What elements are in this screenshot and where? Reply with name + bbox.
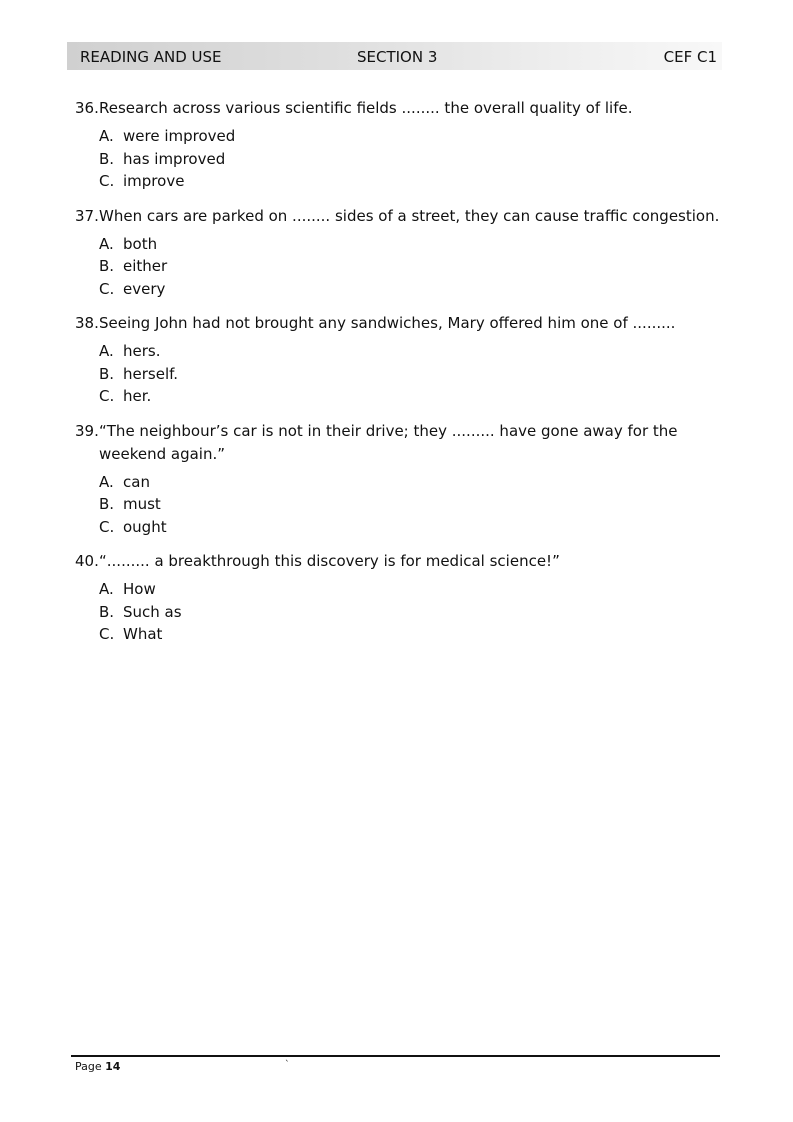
option-b (99, 148, 725, 171)
question-text: Seeing John had not brought any sandwiches, Mary offered him one of ......... (99, 314, 676, 332)
footer-divider (71, 1055, 720, 1057)
question-40 (75, 550, 725, 646)
option-text: has improved (123, 149, 226, 168)
option-text: her. (123, 387, 152, 405)
option-b (99, 255, 725, 278)
answer-options (75, 340, 725, 408)
question-37 (75, 205, 725, 301)
page-number-footer (75, 1060, 120, 1074)
question-number: 36. (75, 99, 99, 117)
option-letter: C. (99, 279, 115, 298)
option-text: can (123, 472, 150, 491)
question-36 (75, 97, 725, 193)
question-number: 40. (75, 552, 99, 570)
question-38 (75, 312, 725, 408)
option-c (99, 385, 725, 408)
option-c (99, 516, 725, 539)
header-section-number: SECTION 3 (357, 48, 438, 66)
question-stem (75, 312, 725, 335)
question-stem (75, 97, 725, 120)
page-header (67, 42, 722, 70)
option-b (99, 493, 725, 516)
option-text: were improved (123, 127, 236, 145)
option-text: What (123, 625, 163, 643)
option-text: every (123, 279, 166, 298)
option-letter: B. (99, 364, 115, 383)
header-section-title: READING AND USE (80, 48, 222, 66)
question-list (75, 97, 725, 658)
answer-options (75, 471, 725, 539)
option-a (99, 340, 725, 363)
answer-options (75, 233, 725, 301)
question-stem (75, 205, 725, 228)
option-text: herself. (123, 364, 179, 383)
page-number: 14 (105, 1060, 121, 1073)
option-b (99, 363, 725, 386)
option-text: must (123, 495, 161, 513)
stray-mark: ` (285, 1060, 290, 1070)
question-text: “......... a breakthrough this discovery is for medical science!” (99, 552, 560, 570)
option-letter: C. (99, 517, 115, 536)
option-letter: C. (99, 625, 115, 643)
page-label: Page (75, 1060, 102, 1073)
option-letter: B. (99, 149, 115, 168)
option-c (99, 623, 725, 646)
answer-options (75, 125, 725, 193)
question-stem (75, 550, 725, 573)
option-a (99, 471, 725, 494)
option-c (99, 170, 725, 193)
option-letter: B. (99, 257, 115, 275)
option-a (99, 578, 725, 601)
question-text: Research across various scientific fields ........ the overall quality of life. (99, 99, 633, 117)
question-number: 39. (75, 421, 99, 440)
answer-options (75, 578, 725, 646)
option-letter: C. (99, 387, 115, 405)
option-text: ought (123, 517, 167, 536)
option-text: How (123, 580, 156, 598)
option-letter: B. (99, 495, 115, 513)
option-letter: C. (99, 172, 115, 190)
option-letter: B. (99, 602, 115, 621)
option-letter: A. (99, 580, 114, 598)
question-stem (75, 420, 725, 466)
question-text: When cars are parked on ........ sides of a street, they can cause traffic congestion. (99, 206, 720, 225)
option-a (99, 125, 725, 148)
header-level: CEF C1 (663, 48, 717, 66)
option-b (99, 601, 725, 624)
question-number: 38. (75, 314, 99, 332)
option-letter: A. (99, 472, 114, 491)
question-text: “The neighbour’s car is not in their drive; they ......... have gone away for the weekend again.” (99, 421, 678, 463)
option-letter: A. (99, 234, 114, 253)
option-c (99, 278, 725, 301)
option-text: hers. (123, 342, 161, 360)
question-39 (75, 420, 725, 539)
option-letter: A. (99, 127, 114, 145)
option-a (99, 233, 725, 256)
option-text: either (123, 257, 168, 275)
option-text: improve (123, 172, 185, 190)
option-text: Such as (123, 602, 182, 621)
option-letter: A. (99, 342, 114, 360)
question-number: 37. (75, 206, 99, 225)
option-text: both (123, 234, 158, 253)
